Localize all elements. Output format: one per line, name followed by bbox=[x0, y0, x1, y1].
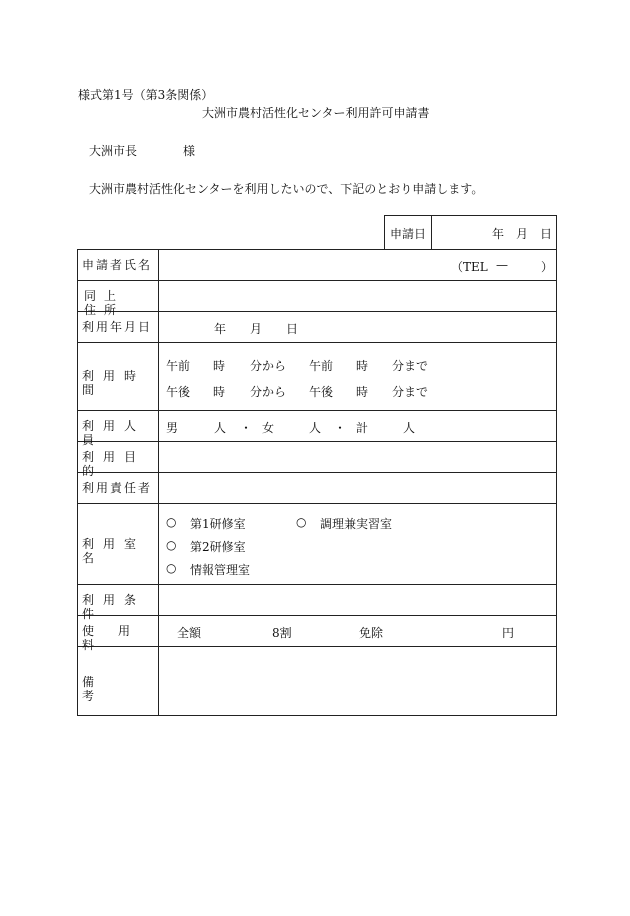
am-end: 午前 bbox=[309, 359, 334, 373]
room1-checkbox[interactable]: ○ bbox=[166, 515, 177, 529]
use-date-month: 月 bbox=[250, 322, 263, 336]
separator: ・ bbox=[334, 421, 347, 435]
room1-label: 第1研修室 bbox=[190, 517, 246, 531]
application-date-day[interactable]: 日 bbox=[540, 227, 553, 241]
hour-end-am: 時 bbox=[356, 359, 369, 373]
room4-checkbox[interactable]: ○ bbox=[296, 515, 307, 529]
tel-open: （TEL bbox=[451, 260, 488, 274]
room3-label: 情報管理室 bbox=[190, 563, 251, 577]
date-box-left-border bbox=[384, 215, 385, 250]
pm-start: 午後 bbox=[166, 385, 191, 399]
purpose-field[interactable] bbox=[160, 443, 555, 471]
minute-from-pm: 分から bbox=[250, 385, 287, 399]
remarks-field[interactable] bbox=[160, 648, 555, 714]
room4-label: 調理兼実習室 bbox=[320, 517, 393, 531]
table-top-border bbox=[77, 249, 557, 250]
female-unit: 人 bbox=[309, 421, 322, 435]
row-divider bbox=[77, 410, 557, 411]
tel-close: ） bbox=[541, 260, 554, 274]
fee-label: 使用料 bbox=[82, 624, 155, 652]
application-date-month[interactable]: 月 bbox=[516, 227, 529, 241]
honorific: 様 bbox=[183, 144, 196, 158]
purpose-label: 利用目的 bbox=[82, 450, 146, 478]
row-divider bbox=[77, 503, 557, 504]
male-label: 男 bbox=[166, 421, 179, 435]
female-label: 女 bbox=[262, 421, 275, 435]
room3-checkbox[interactable]: ○ bbox=[166, 561, 177, 575]
am-start: 午前 bbox=[166, 359, 191, 373]
pm-end: 午後 bbox=[309, 385, 334, 399]
room2-label: 第2研修室 bbox=[190, 540, 246, 554]
total-unit: 人 bbox=[403, 421, 416, 435]
document-title: 大洲市農村活性化センター利用許可申請書 bbox=[202, 106, 430, 120]
tel-dash: — bbox=[496, 258, 508, 272]
manager-field[interactable] bbox=[160, 474, 555, 502]
hour-start-pm: 時 bbox=[213, 385, 226, 399]
use-date-day: 日 bbox=[286, 322, 299, 336]
remarks-label: 備考 bbox=[82, 675, 147, 703]
fee-field[interactable] bbox=[160, 617, 555, 645]
address-label bbox=[78, 289, 158, 317]
conditions-label: 利用条件 bbox=[82, 593, 146, 621]
fee-exempt: 免除 bbox=[359, 626, 384, 640]
manager-label: 利用責任者 bbox=[82, 481, 153, 495]
table-bottom-border bbox=[77, 715, 557, 716]
intro-text: 大洲市農村活性化センターを利用したいので、下記のとおり申請します。 bbox=[89, 182, 484, 196]
hour-end-pm: 時 bbox=[356, 385, 369, 399]
date-box-top-border bbox=[384, 215, 557, 216]
application-date-label: 申請日 bbox=[390, 227, 427, 241]
use-time-label: 利用時間 bbox=[82, 369, 146, 397]
fee-yen: 円 bbox=[502, 626, 515, 640]
address-label-text: 同上住所 bbox=[84, 289, 125, 317]
minute-until-am: 分まで bbox=[392, 359, 429, 373]
date-box-divider bbox=[431, 215, 432, 250]
date-box-right-border bbox=[556, 215, 557, 250]
male-unit: 人 bbox=[214, 421, 227, 435]
address-field[interactable] bbox=[160, 282, 555, 310]
conditions-field[interactable] bbox=[160, 586, 555, 614]
row-divider bbox=[77, 342, 557, 343]
row-divider bbox=[77, 280, 557, 281]
separator: ・ bbox=[240, 421, 253, 435]
row-divider bbox=[77, 584, 557, 585]
application-date-year[interactable]: 年 bbox=[492, 227, 505, 241]
addressee: 大洲市長 bbox=[89, 144, 138, 158]
fee-eighty: 8割 bbox=[272, 626, 292, 640]
room-label: 利用室名 bbox=[82, 537, 146, 565]
room2-checkbox[interactable]: ○ bbox=[166, 538, 177, 552]
hour-start-am: 時 bbox=[213, 359, 226, 373]
form-number: 様式第1号（第3条関係） bbox=[78, 88, 214, 102]
applicant-name-label: 申請者氏名 bbox=[82, 258, 153, 272]
use-date-year: 年 bbox=[214, 322, 227, 336]
total-label: 計 bbox=[356, 421, 369, 435]
fee-full: 全額 bbox=[177, 626, 202, 640]
people-label: 利用人員 bbox=[82, 419, 146, 447]
minute-from-am: 分から bbox=[250, 359, 287, 373]
use-date-label: 利用年月日 bbox=[82, 320, 153, 334]
minute-until-pm: 分まで bbox=[392, 385, 429, 399]
